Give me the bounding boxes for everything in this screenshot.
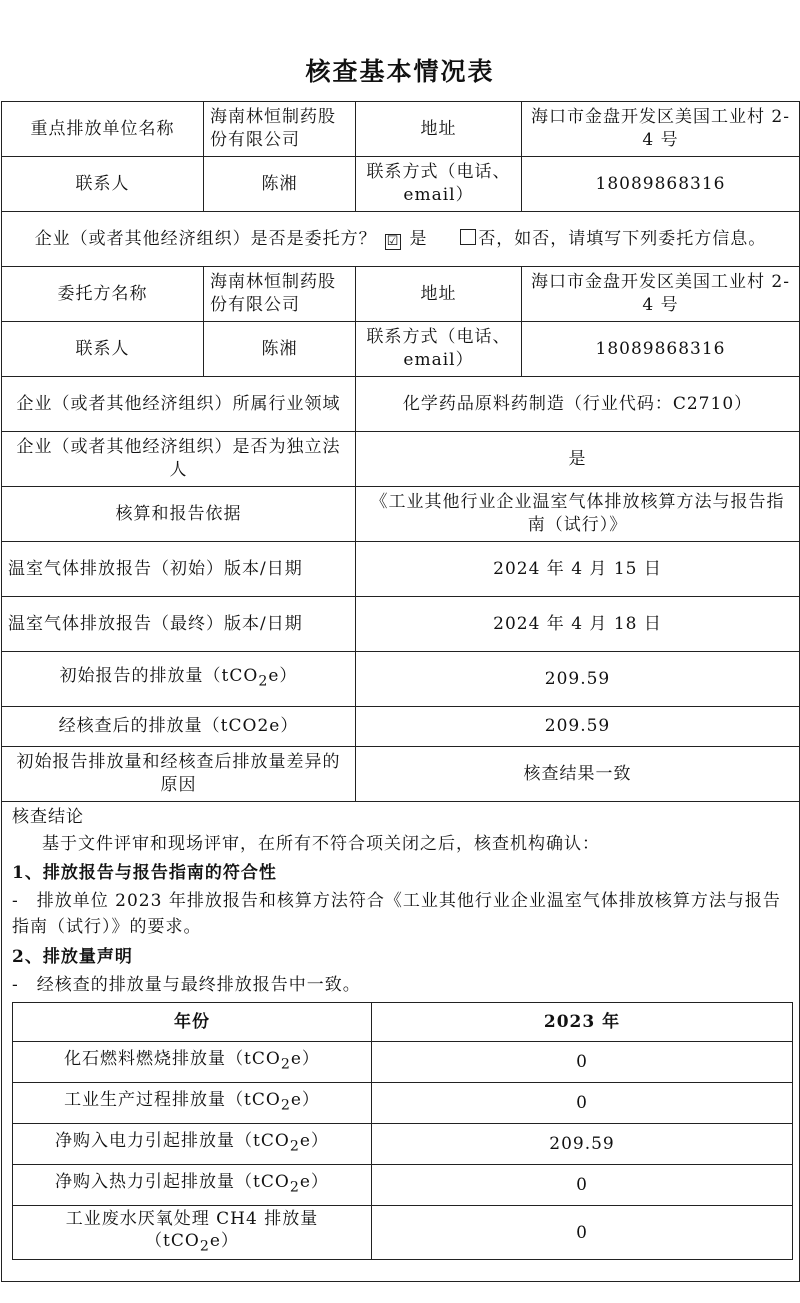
yes-option-label: 是 — [409, 228, 428, 249]
entrusted-question-row — [2, 212, 800, 267]
client-contact-person-value: 陈湘 — [204, 322, 356, 377]
table-row — [13, 1083, 793, 1124]
emission-table-header-year: 年份 — [13, 1003, 372, 1042]
emission-row-label-text: 工业废水厌氧处理 CH4 排放量 — [65, 1208, 319, 1229]
independent-legal-value: 是 — [356, 432, 800, 487]
address-label: 地址 — [356, 102, 522, 157]
final-report-version-label: 温室气体排放报告（最终）版本/日期 — [2, 597, 356, 652]
table-row — [13, 1165, 793, 1206]
unit-subscript: 2 — [199, 1238, 210, 1255]
unit-suffix: e） — [209, 1230, 239, 1251]
final-report-version-value: 2024 年 4 月 18 日 — [356, 597, 800, 652]
client-contact-person-label: 联系人 — [2, 322, 204, 377]
emission-row-label-text: 净购入热力引起排放量 — [55, 1172, 236, 1193]
page-title: 核查基本情况表 — [305, 57, 495, 86]
emission-row-label-text: 工业生产过程排放量 — [64, 1090, 227, 1111]
address-value: 海口市金盘开发区美国工业村 2-4 号 — [522, 102, 800, 157]
industry-label: 企业（或者其他经济组织）所属行业领域 — [2, 377, 356, 432]
initial-emission-label-suffix: e） — [268, 665, 298, 686]
table-row — [13, 1042, 793, 1083]
emission-row-label — [13, 1042, 372, 1083]
entrusted-question-text: 企业（或者其他经济组织）是否是委托方？ — [34, 228, 377, 249]
industry-value: 化学药品原料药制造（行业代码：C2710） — [356, 377, 800, 432]
difference-reason-label: 初始报告排放量和经核查后排放量差异的原因 — [2, 747, 356, 802]
emission-row-label — [13, 1124, 372, 1165]
unit-suffix: e） — [290, 1049, 320, 1070]
emission-row-label-text: 净购入电力引起排放量 — [55, 1131, 236, 1152]
initial-report-version-label: 温室气体排放报告（初始）版本/日期 — [2, 542, 356, 597]
initial-emission-value: 209.59 — [356, 652, 800, 707]
initial-emission-label — [2, 652, 356, 707]
emission-table — [12, 1002, 793, 1260]
contact-method-label: 联系方式（电话、email） — [356, 157, 522, 212]
unit-suffix: e） — [290, 1090, 320, 1111]
emission-row-value: 0 — [372, 1042, 793, 1083]
unit-subscript: 2 — [280, 1097, 291, 1114]
unit-name-value: 海南林恒制药股份有限公司 — [204, 102, 356, 157]
section-1-heading: 1、排放报告与报告指南的符合性 — [12, 863, 277, 883]
unit-prefix: （tCO — [235, 1172, 290, 1193]
section-2-heading: 2、排放量声明 — [12, 947, 133, 967]
independent-legal-label: 企业（或者其他经济组织）是否为独立法人 — [2, 432, 356, 487]
emission-row-value: 209.59 — [372, 1124, 793, 1165]
client-name-value: 海南林恒制药股份有限公司 — [204, 267, 356, 322]
section-1-text: - 排放单位 2023 年排放报告和核算方法符合《工业其他行业企业温室气体排放核算方法与报告指南（试行）》的要求。 — [12, 891, 781, 937]
contact-person-label: 联系人 — [2, 157, 204, 212]
initial-emission-label-subscript: 2 — [258, 673, 269, 690]
table-row — [13, 1124, 793, 1165]
client-name-label: 委托方名称 — [2, 267, 204, 322]
client-address-value: 海口市金盘开发区美国工业村 2-4 号 — [522, 267, 800, 322]
initial-emission-label-text: 初始报告的排放量（tCO — [59, 665, 259, 686]
emission-row-label-text: 化石燃料燃烧排放量 — [64, 1049, 227, 1070]
client-address-label: 地址 — [356, 267, 522, 322]
unit-prefix: （tCO — [145, 1230, 200, 1251]
conclusion-intro: 基于文件评审和现场评审，在所有不符合项关闭之后，核查机构确认： — [42, 834, 600, 854]
no-option-label: 否，如否，请填写下列委托方信息。 — [478, 228, 767, 249]
client-contact-method-value: 18089868316 — [522, 322, 800, 377]
verified-emission-value: 209.59 — [356, 707, 800, 747]
unit-subscript: 2 — [280, 1056, 291, 1073]
no-checkbox-icon[interactable] — [460, 229, 476, 245]
difference-reason-value: 核查结果一致 — [356, 747, 800, 802]
contact-person-value: 陈湘 — [204, 157, 356, 212]
emission-row-value: 0 — [372, 1206, 793, 1260]
contact-method-value: 18089868316 — [522, 157, 800, 212]
emission-row-value: 0 — [372, 1165, 793, 1206]
unit-subscript: 2 — [289, 1138, 300, 1155]
emission-row-value: 0 — [372, 1083, 793, 1124]
unit-prefix: （tCO — [235, 1131, 290, 1152]
yes-checkbox-checked-icon[interactable]: ☑ — [386, 233, 400, 249]
section-2-text: - 经核查的排放量与最终排放报告中一致。 — [12, 975, 361, 995]
conclusion-cell — [2, 802, 800, 1282]
table-row — [13, 1206, 793, 1260]
basis-label: 核算和报告依据 — [2, 487, 356, 542]
unit-prefix: （tCO — [226, 1049, 281, 1070]
basis-value: 《工业其他行业企业温室气体排放核算方法与报告指南（试行）》 — [356, 487, 800, 542]
conclusion-label: 核查结论 — [12, 807, 84, 827]
unit-suffix: e） — [299, 1131, 329, 1152]
emission-row-label — [13, 1206, 372, 1260]
verified-emission-label: 经核查后的排放量（tCO2e） — [2, 707, 356, 747]
unit-suffix: e） — [299, 1172, 329, 1193]
emission-table-header-value: 2023 年 — [372, 1003, 793, 1042]
verification-info-table — [1, 101, 800, 1282]
client-contact-method-label: 联系方式（电话、email） — [356, 322, 522, 377]
initial-report-version-value: 2024 年 4 月 15 日 — [356, 542, 800, 597]
emission-row-label — [13, 1165, 372, 1206]
unit-subscript: 2 — [289, 1179, 300, 1196]
emission-row-label — [13, 1083, 372, 1124]
unit-prefix: （tCO — [226, 1090, 281, 1111]
unit-name-label: 重点排放单位名称 — [2, 102, 204, 157]
